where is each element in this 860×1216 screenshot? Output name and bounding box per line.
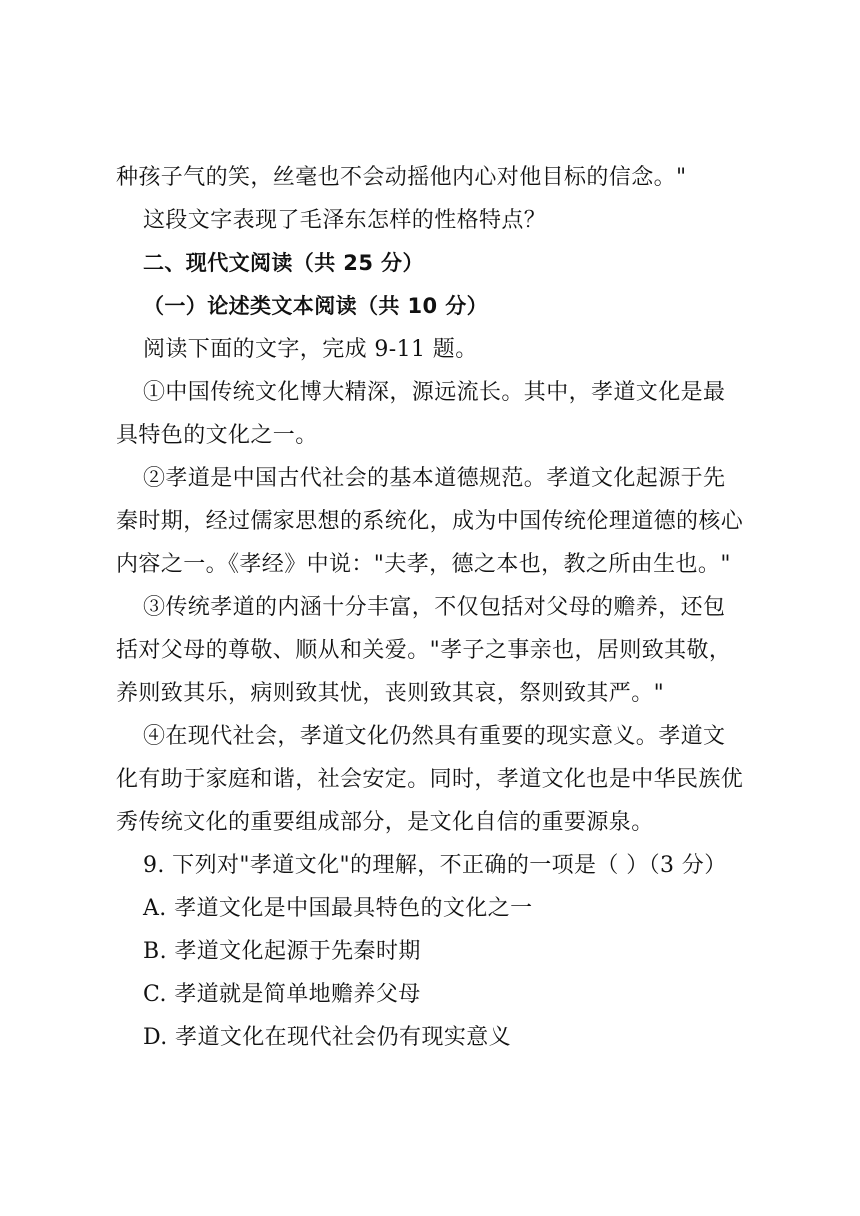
question-prompt: 这段文字表现了毛泽东怎样的性格特点？ <box>143 208 547 233</box>
option-b: B. 孝道文化起源于先秦时期 <box>143 939 421 964</box>
paragraph-4-line-3: 秀传统文化的重要组成部分，是文化自信的重要源泉。 <box>116 810 654 835</box>
paragraph-2-line-1: ②孝道是中国古代社会的基本道德规范。孝道文化起源于先 <box>143 466 726 491</box>
paragraph-1-line-1: ①中国传统文化博大精深，源远流长。其中，孝道文化是最 <box>143 380 726 405</box>
question-9: 9. 下列对"孝道文化"的理解，不正确的一项是（ ）（3 分） <box>143 853 727 878</box>
paragraph-2-line-2: 秦时期，经过儒家思想的系统化，成为中国传统伦理道德的核心 <box>116 509 744 534</box>
paragraph-4-line-2: 化有助于家庭和谐，社会安定。同时，孝道文化也是中华民族优 <box>116 767 744 792</box>
reading-instruction: 阅读下面的文字，完成 9-11 题。 <box>143 337 478 362</box>
subsection-heading: （一）论述类文本阅读（共 10 分） <box>143 294 489 318</box>
paragraph-3-line-3: 养则致其乐，病则致其忧，丧则致其哀，祭则致其严。" <box>116 681 665 706</box>
section-heading: 二、现代文阅读（共 25 分） <box>143 251 424 275</box>
paragraph-2-line-3: 内容之一。《孝经》中说："夫孝，德之本也，教之所由生也。" <box>116 552 731 577</box>
paragraph-4-line-1: ④在现代社会，孝道文化仍然具有重要的现实意义。孝道文 <box>143 724 726 749</box>
paragraph-1-line-2: 具特色的文化之一。 <box>116 423 318 448</box>
option-d: D. 孝道文化在现代社会仍有现实意义 <box>143 1025 512 1050</box>
option-c: C. 孝道就是简单地赡养父母 <box>143 982 421 1007</box>
paragraph-line-continuation: 种孩子气的笑，丝毫也不会动摇他内心对他目标的信念。" <box>116 165 687 190</box>
paragraph-3-line-2: 括对父母的尊敬、顺从和关爱。"孝子之事亲也，居则致其敬， <box>116 638 732 663</box>
document-page <box>116 156 754 1059</box>
option-a: A. 孝道文化是中国最具特色的文化之一 <box>143 896 533 921</box>
paragraph-3-line-1: ③传统孝道的内涵十分丰富，不仅包括对父母的赡养，还包 <box>143 595 726 620</box>
